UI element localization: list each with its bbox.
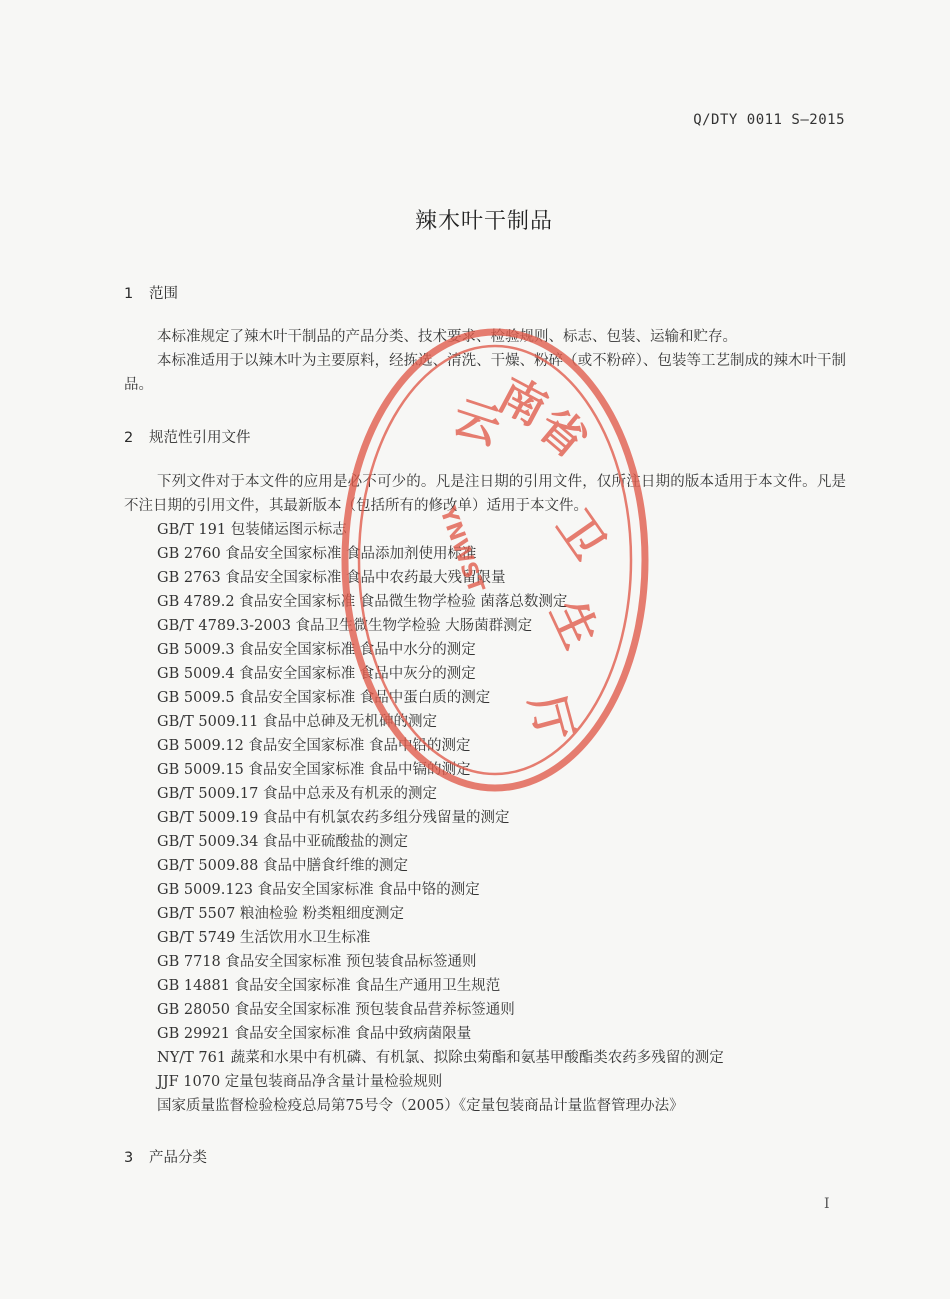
reference-item: GB 5009.5 食品安全国家标准 食品中蛋白质的测定 bbox=[157, 690, 491, 706]
svg-text:省: 省 bbox=[527, 397, 598, 468]
reference-item: GB 5009.4 食品安全国家标准 食品中灰分的测定 bbox=[157, 666, 476, 682]
reference-item: JJF 1070 定量包装商品净含量计量检验规则 bbox=[157, 1074, 443, 1090]
svg-text:生: 生 bbox=[540, 591, 609, 657]
reference-item: GB 5009.3 食品安全国家标准 食品中水分的测定 bbox=[157, 642, 476, 658]
reference-item: 国家质量监督检验检疫总局第75号令（2005）《定量包装商品计量监督管理办法》 bbox=[157, 1098, 684, 1114]
section-title: 产品分类 bbox=[149, 1150, 207, 1166]
reference-item: GB 4789.2 食品安全国家标准 食品微生物学检验 菌落总数测定 bbox=[157, 594, 568, 610]
svg-text:YNWST: YNWST bbox=[434, 503, 489, 597]
reference-item: GB 5009.12 食品安全国家标准 食品中铅的测定 bbox=[157, 738, 471, 754]
reference-item: GB/T 191 包装储运图示标志 bbox=[157, 522, 347, 538]
reference-item: GB 29921 食品安全国家标准 食品中致病菌限量 bbox=[157, 1026, 472, 1042]
reference-item: GB/T 5507 粮油检验 粉类粗细度测定 bbox=[157, 906, 405, 922]
reference-item: GB/T 5009.34 食品中亚硫酸盐的测定 bbox=[157, 834, 408, 850]
reference-item: GB/T 5009.17 食品中总汞及有机汞的测定 bbox=[157, 786, 437, 802]
reference-item: GB 5009.123 食品安全国家标准 食品中铬的测定 bbox=[157, 882, 480, 898]
page-number: I bbox=[824, 1196, 830, 1212]
svg-text:卫: 卫 bbox=[545, 500, 617, 569]
document-title: 辣木叶干制品 bbox=[414, 209, 553, 234]
section-heading-product-classification bbox=[124, 1146, 207, 1167]
section-heading-normative-references bbox=[124, 426, 251, 447]
reference-item: GB/T 5009.11 食品中总砷及无机砷的测定 bbox=[157, 714, 437, 730]
reference-item: GB 14881 食品安全国家标准 食品生产通用卫生规范 bbox=[157, 978, 501, 994]
section-number: 3 bbox=[124, 1150, 134, 1166]
svg-text:南: 南 bbox=[489, 367, 556, 437]
section-number: 2 bbox=[124, 430, 134, 446]
reference-item: GB 5009.15 食品安全国家标准 食品中镉的测定 bbox=[157, 762, 471, 778]
reference-item: GB 2760 食品安全国家标准 食品添加剂使用标准 bbox=[157, 546, 477, 562]
reference-item: GB/T 5749 生活饮用水卫生标准 bbox=[157, 930, 371, 946]
scope-paragraph-1: 本标准规定了辣木叶干制品的产品分类、技术要求、检验规则、标志、包装、运输和贮存。 bbox=[157, 329, 737, 345]
standard-code: Q/DTY 0011 S—2015 bbox=[693, 112, 845, 128]
section-heading-scope bbox=[124, 282, 178, 303]
section-number: 1 bbox=[124, 286, 134, 302]
normative-intro-paragraph: 下列文件对于本文件的应用是必不可少的。凡是注日期的引用文件，仅所注日期的版本适用于本文件。凡是不注日期的引用文件，其最新版本（包括所有的修改单）适用于本文件。 bbox=[124, 474, 846, 514]
scope-paragraph-2: 本标准适用于以辣木叶为主要原料，经拣选、清洗、干燥、粉碎（或不粉碎）、包装等工艺制成的辣木叶干制品。 bbox=[124, 353, 846, 393]
reference-list bbox=[157, 518, 724, 1118]
reference-item: GB/T 5009.19 食品中有机氯农药多组分残留量的测定 bbox=[157, 810, 510, 826]
svg-text:厅: 厅 bbox=[519, 688, 584, 748]
section-title: 规范性引用文件 bbox=[149, 430, 251, 446]
reference-item: GB 7718 食品安全国家标准 预包装食品标签通则 bbox=[157, 954, 477, 970]
reference-item: GB 28050 食品安全国家标准 预包装食品营养标签通则 bbox=[157, 1002, 515, 1018]
reference-item: GB/T 4789.3-2003 食品卫生微生物学检验 大肠菌群测定 bbox=[157, 618, 533, 634]
reference-item: NY/T 761 蔬菜和水果中有机磷、有机氯、拟除虫菊酯和氨基甲酸酯类农药多残留的测定 bbox=[157, 1050, 724, 1066]
reference-item: GB 2763 食品安全国家标准 食品中农药最大残留限量 bbox=[157, 570, 506, 586]
section-title: 范围 bbox=[149, 286, 178, 302]
reference-item: GB/T 5009.88 食品中膳食纤维的测定 bbox=[157, 858, 408, 874]
svg-text:云: 云 bbox=[446, 389, 508, 455]
